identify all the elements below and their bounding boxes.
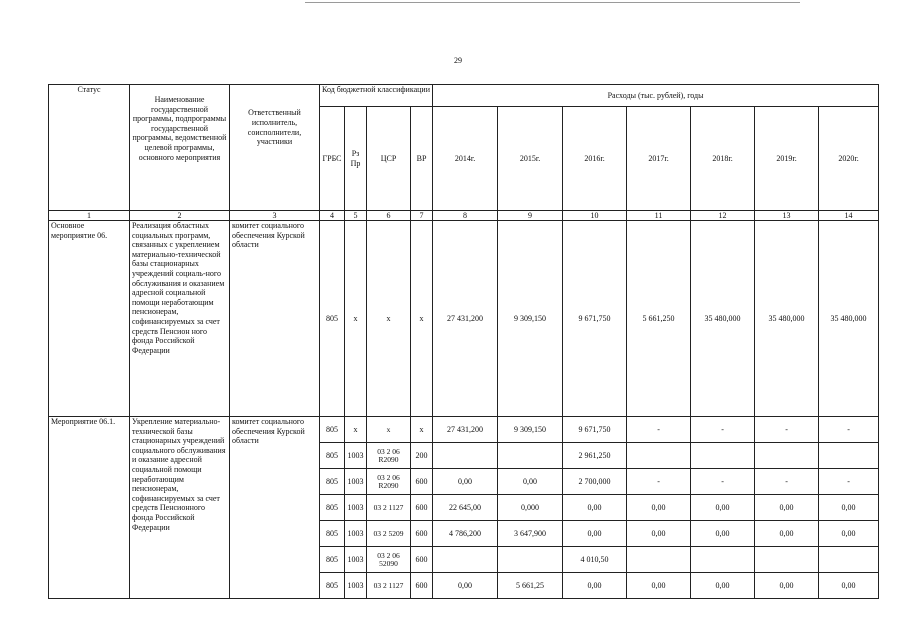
sub-value: 0,00 [819,521,879,547]
column-number: 12 [691,211,755,221]
sub-value: 2 700,000 [563,469,627,495]
sub-value: 0,00 [691,573,755,599]
sub-rzpr: 1003 [345,547,367,573]
sub-csr: 03 2 06 R2090 [367,469,411,495]
header-year-2018: 2018г. [691,107,755,211]
sub-csr: х [367,417,411,443]
column-number: 8 [433,211,498,221]
sub-value: 0,00 [691,495,755,521]
column-number: 4 [320,211,345,221]
sub-rzpr: 1003 [345,469,367,495]
sub-value [819,443,879,469]
sub-value [691,443,755,469]
sub-name: Укрепление материально-технической базы стационарных учреждений социального обслуживания и оказание адресной социальной помощи неработающим пенсионерам, софинансируемых за счет средств Пенсионного фонда Российской Федерации [130,417,230,599]
main-value-2016: 9 671,750 [563,221,627,417]
sub-vr: 600 [411,573,433,599]
main-responsible: комитет социального обеспечения Курской области [230,221,320,417]
scan-top-line [305,2,800,3]
sub-value: 3 647,900 [498,521,563,547]
sub-vr: х [411,417,433,443]
sub-value: 0,000 [498,495,563,521]
column-number: 14 [819,211,879,221]
sub-rzpr: х [345,417,367,443]
sub-value: 22 645,00 [433,495,498,521]
sub-grbs: 805 [320,573,345,599]
budget-table [48,84,879,599]
sub-value [498,547,563,573]
main-name: Реализация областных социальных программ, связанных с укреплением материально-технической базы стационарных учреждений социаль-ного обслуживания и оказанием адресной социальной помощи неработающим пенсионерам, софинансируемых за счет средств Пенсион ного фонда Российской Федерации [130,221,230,417]
main-rzpr: х [345,221,367,417]
column-number: 2 [130,211,230,221]
sub-grbs: 805 [320,417,345,443]
sub-value: 0,00 [563,521,627,547]
sub-value: 0,00 [691,521,755,547]
sub-vr: 600 [411,547,433,573]
sub-value [498,443,563,469]
header-rzpr [345,107,367,211]
column-number: 6 [367,211,411,221]
sub-csr: 03 2 1127 [367,573,411,599]
main-status: Основное мероприятие 06. [49,221,130,417]
sub-value: - [691,469,755,495]
sub-value: 0,00 [819,573,879,599]
column-number: 9 [498,211,563,221]
sub-value: - [755,417,819,443]
header-pr: Пр [350,158,361,168]
sub-value [819,547,879,573]
column-number: 10 [563,211,627,221]
sub-value: 9 309,150 [498,417,563,443]
header-year-2017: 2017г. [627,107,691,211]
sub-value [433,547,498,573]
sub-value: 27 431,200 [433,417,498,443]
column-number: 11 [627,211,691,221]
header-csr: ЦСР [367,107,411,211]
sub-grbs: 805 [320,521,345,547]
header-vr: ВР [411,107,433,211]
header-status: Статус [49,85,130,211]
header-year-2015: 2015г. [498,107,563,211]
sub-csr: 03 2 06 52090 [367,547,411,573]
sub-value [691,547,755,573]
sub-value: 0,00 [433,469,498,495]
header-rz: Рз [351,148,360,158]
main-activity-row [49,221,879,417]
sub-value: - [819,469,879,495]
sub-value: 0,00 [627,521,691,547]
column-number: 3 [230,211,320,221]
column-number: 5 [345,211,367,221]
sub-value: - [755,469,819,495]
sub-value: 0,00 [433,573,498,599]
sub-value: - [627,469,691,495]
sub-grbs: 805 [320,469,345,495]
sub-value [627,547,691,573]
column-number: 1 [49,211,130,221]
sub-responsible: комитет социального обеспечения Курской области [230,417,320,599]
sub-value: - [691,417,755,443]
main-value-2014: 27 431,200 [433,221,498,417]
main-value-2017: 5 661,250 [627,221,691,417]
main-grbs: 805 [320,221,345,417]
sub-csr: 03 2 06 R2090 [367,443,411,469]
sub-grbs: 805 [320,495,345,521]
sub-rzpr: 1003 [345,495,367,521]
sub-value [755,443,819,469]
column-number: 7 [411,211,433,221]
sub-value: - [627,417,691,443]
main-value-2020: 35 480,000 [819,221,879,417]
sub-grbs: 805 [320,547,345,573]
sub-value: 0,00 [563,573,627,599]
sub-value: 0,00 [627,495,691,521]
header-grbs: ГРБС [320,107,345,211]
header-year-2019: 2019г. [755,107,819,211]
sub-value: 4 786,200 [433,521,498,547]
sub-vr: 200 [411,443,433,469]
main-value-2015: 9 309,150 [498,221,563,417]
main-vr: х [411,221,433,417]
header-budget-code: Код бюджетной классификации [320,85,433,107]
sub-value: 0,00 [498,469,563,495]
header-expenses: Расходы (тыс. рублей), годы [433,85,879,107]
sub-row [49,417,879,443]
header-name: Наименование государственной программы, подпрограммы государственной программы, ведомственной целевой программы, основного мероприятия [130,85,230,211]
sub-value: 0,00 [755,521,819,547]
sub-value: 2 961,250 [563,443,627,469]
header-responsible: Ответственный исполнитель, соисполнители, участники [230,85,320,211]
sub-rzpr: 1003 [345,573,367,599]
sub-value: 0,00 [627,573,691,599]
column-numbers-row [49,211,879,221]
sub-value: 0,00 [755,495,819,521]
sub-vr: 600 [411,521,433,547]
sub-vr: 600 [411,495,433,521]
sub-value: 4 010,50 [563,547,627,573]
page-number: 29 [454,56,462,65]
sub-value [627,443,691,469]
sub-value [433,443,498,469]
header-year-2016: 2016г. [563,107,627,211]
sub-value [755,547,819,573]
main-value-2018: 35 480,000 [691,221,755,417]
sub-value: 0,00 [819,495,879,521]
sub-rzpr: 1003 [345,521,367,547]
sub-csr: 03 2 5209 [367,521,411,547]
main-csr: х [367,221,411,417]
header-year-2020: 2020г. [819,107,879,211]
sub-csr: 03 2 1127 [367,495,411,521]
sub-rzpr: 1003 [345,443,367,469]
sub-value: 5 661,25 [498,573,563,599]
sub-value: 0,00 [563,495,627,521]
sub-value: - [819,417,879,443]
sub-vr: 600 [411,469,433,495]
sub-value: 9 671,750 [563,417,627,443]
header-year-2014: 2014г. [433,107,498,211]
column-number: 13 [755,211,819,221]
sub-value: 0,00 [755,573,819,599]
sub-status: Мероприятие 06.1. [49,417,130,599]
sub-grbs: 805 [320,443,345,469]
main-value-2019: 35 480,000 [755,221,819,417]
